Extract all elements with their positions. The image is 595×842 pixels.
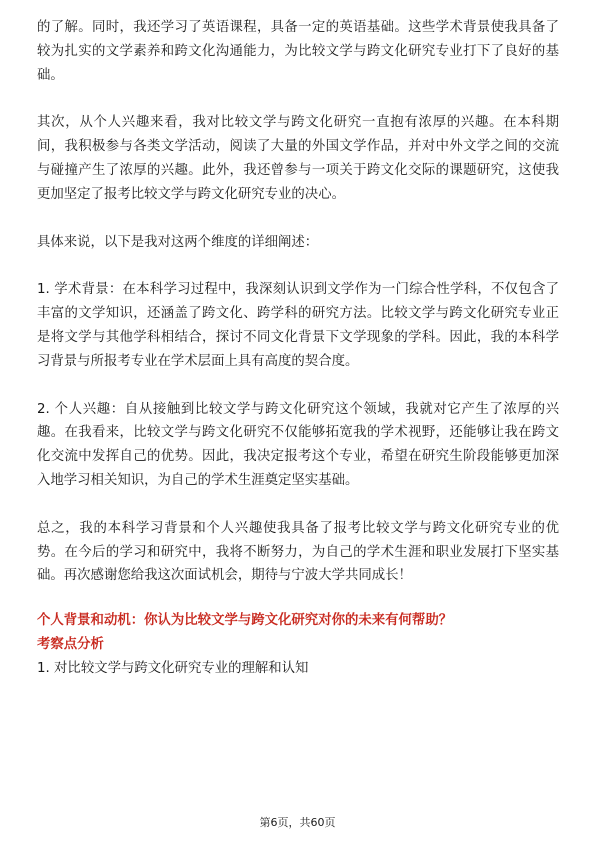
paragraph-point-interest: 2. 个人兴趣：自从接触到比较文学与跨文化研究这个领域，我就对它产生了浓厚的兴趣。在我看来，比较文学与跨文化研究不仅能够拓宽我的学术视野，还能够让我在跨文化交流中发挥自己的优势。因此，我决定报考这个专业，希望在研究生阶段能够更加深入地学习相关知识，为自己的学术生涯奠定坚实基础。 xyxy=(37,401,559,488)
paragraph-gap xyxy=(37,207,559,231)
analysis-point-1: 1. 对比较文学与跨文化研究专业的理解和认知 xyxy=(37,661,309,677)
paragraph-gap xyxy=(37,493,559,517)
paragraph-gap xyxy=(37,254,559,278)
analysis-heading: 考察点分析 xyxy=(37,637,104,653)
paragraph-gap xyxy=(37,374,559,398)
paragraph-personal-interest: 其次，从个人兴趣来看，我对比较文学与跨文化研究一直抱有浓厚的兴趣。在本科期间，我积极参与各类文学活动，阅读了大量的外国文学作品，并对中外文学之间的交流与碰撞产生了浓厚的兴趣。此外，我还曾参与一项关于跨文化交际的课题研究，这使我更加坚定了报考比较文学与跨文化研究专业的决心。 xyxy=(37,115,559,202)
question-title: 个人背景和动机：你认为比较文学与跨文化研究对你的未来有何帮助？ xyxy=(37,613,453,629)
paragraph-details-intro: 具体来说，以下是我对这两个维度的详细阐述： xyxy=(37,234,319,250)
paragraph-gap xyxy=(37,87,559,111)
paragraph-academic-background-intro: 的了解。同时，我还学习了英语课程，具备一定的英语基础。这些学术背景使我具备了较为扎实的文学素养和跨文化沟通能力，为比较文学与跨文化研究专业打下了良好的基础。 xyxy=(37,20,559,83)
paragraph-conclusion: 总之，我的本科学习背景和个人兴趣使我具备了报考比较文学与跨文化研究专业的优势。在今后的学习和研究中，我将不断努力，为自己的学术生涯和职业发展打下坚实基础。再次感谢您给我这次面试机会，期待与宁波大学共同成长！ xyxy=(37,520,559,584)
page-content xyxy=(37,16,559,679)
page-number-footer: 第6页，共60页 xyxy=(259,816,336,829)
paragraph-gap xyxy=(37,588,559,611)
paragraph-point-academic: 1. 学术背景：在本科学习过程中，我深刻认识到文学作为一门综合性学科，不仅包含了丰富的文学知识，还涵盖了跨文化、跨学科的研究方法。比较文学与跨文化研究专业正是将文学与其他学科相结合，探讨不同文化背景下文学现象的学科。因此，我的本科学习背景与所报考专业在学术层面上具有高度的契合度。 xyxy=(37,282,559,369)
